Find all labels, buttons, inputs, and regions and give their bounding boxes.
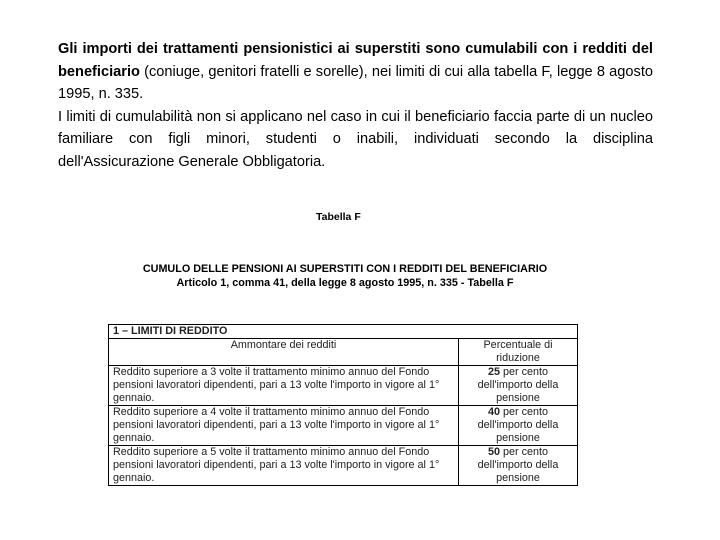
income-limits-table <box>108 324 578 486</box>
intro-paragraph-1 <box>58 38 653 106</box>
header-income-amount: Ammontare dei redditi <box>109 339 459 365</box>
intro-paragraph-2: I limiti di cumulabilità non si applicano nel caso in cui il beneficiario faccia parte di un nucleo familiare con figli minori, studenti o inabili, individuati secondo la disciplina dell'Assicurazione Generale Obbligatoria. <box>58 108 653 170</box>
intro-bold-text: Gli importi dei trattamenti pensionistici ai superstiti sono cumulabili con i redditi del beneficiario <box>58 41 653 80</box>
header-reduction-percent: Percentuale di riduzione <box>483 339 553 364</box>
row-description: Reddito superiore a 3 volte il trattamento minimo annuo del Fondo pensioni lavoratori dipendenti, pari a 13 volte l'importo in vigore al 1° gennaio. <box>109 366 459 405</box>
section-heading: 1 – LIMITI DI REDDITO <box>109 325 577 339</box>
row-reduction <box>459 406 577 445</box>
row-reduction <box>459 366 577 405</box>
table-row <box>109 365 577 405</box>
row-percent-value: 50 <box>487 446 500 458</box>
row-description: Reddito superiore a 5 volte il trattamento minimo annuo del Fondo pensioni lavoratori dipendenti, pari a 13 volte l'importo in vigore al 1° gennaio. <box>109 446 459 485</box>
row-description: Reddito superiore a 4 volte il trattamento minimo annuo del Fondo pensioni lavoratori dipendenti, pari a 13 volte l'importo in vigore al 1° gennaio. <box>109 406 459 445</box>
table-row <box>109 405 577 445</box>
intro-rest-text: (coniuge, genitori fratelli e sorelle), nei limiti di cui alla tabella F, legge 8 agosto 1995, n. 335. <box>58 63 653 102</box>
table-row <box>109 445 577 485</box>
table-title-line-2: Articolo 1, comma 41, della legge 8 agosto 1995, n. 335 - Tabella F <box>176 277 514 289</box>
table-title-line-1: CUMULO DELLE PENSIONI AI SUPERSTITI CON I REDDITI DEL BENEFICIARIO <box>142 263 548 275</box>
row-reduction <box>459 446 577 485</box>
row-percent-value: 25 <box>487 366 500 378</box>
intro-text <box>58 38 653 173</box>
row-percent-text: per cento dell'importo della pensione <box>477 446 559 484</box>
table-title <box>105 262 585 290</box>
row-percent-text: per cento dell'importo della pensione <box>477 406 559 444</box>
row-percent-value: 40 <box>487 406 500 418</box>
row-percent-text: per cento dell'importo della pensione <box>477 366 559 404</box>
table-header-row <box>109 339 577 365</box>
tabella-label: Tabella F <box>316 211 361 223</box>
